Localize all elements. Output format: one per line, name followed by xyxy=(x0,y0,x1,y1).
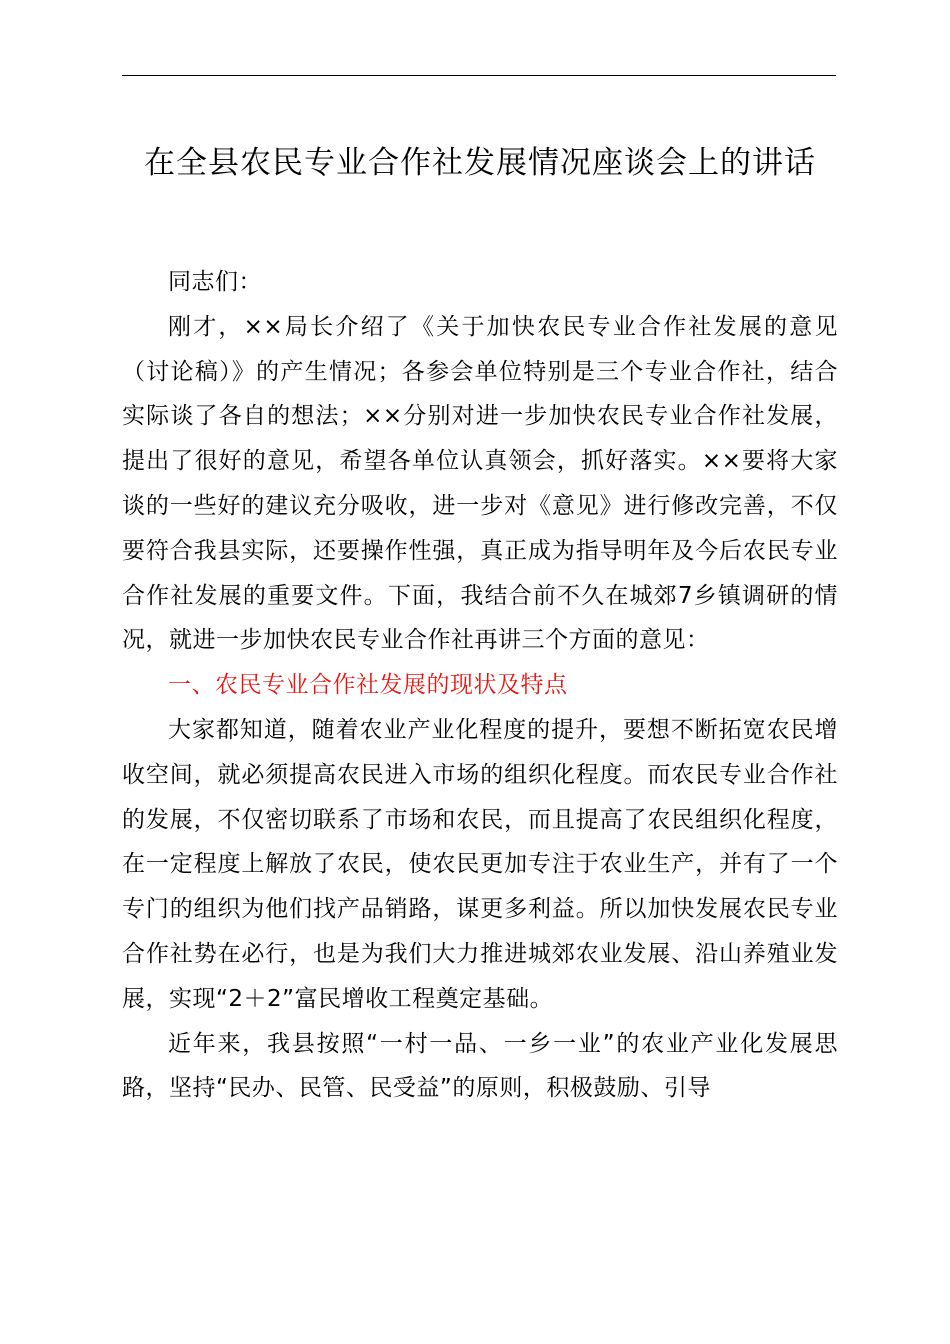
document-body xyxy=(122,260,838,1111)
paragraph: 刚才，××局长介绍了《关于加快农民专业合作社发展的意见（讨论稿）》的产生情况；各参会单位特别是三个专业合作社，结合实际谈了各自的想法；××分别对进一步加快农民专业合作社发展，提出了很好的意见，希望各单位认真领会，抓好落实。××要将大家谈的一些好的建议充分吸收，进一步对《意见》进行修改完善，不仅要符合我县实际，还要操作性强，真正成为指导明年及今后农民专业合作社发展的重要文件。下面，我结合前不久在城郊7乡镇调研的情况，就进一步加快农民专业合作社再讲三个方面的意见： xyxy=(122,313,838,654)
salutation: 同志们： xyxy=(168,269,262,295)
section-heading: 一、农民专业合作社发展的现状及特点 xyxy=(168,672,568,699)
paragraph: 大家都知道，随着农业产业化程度的提升，要想不断拓宽农民增收空间，就必须提高农民进入市场的组织化程度。而农民专业合作社的发展，不仅密切联系了市场和农民，而且提高了农民组织化程度，在一定程度上解放了农民，使农民更加专注于农业生产，并有了一个专门的组织为他们找产品销路，谋更多利益。所以加快发展农民专业合作社势在必行，也是为我们大力推进城郊农业发展、沿山养殖业发展，实现“2＋2”富民增收工程奠定基础。 xyxy=(122,716,838,1012)
paragraph: 近年来，我县按照“一村一品、一乡一业”的农业产业化发展思路，坚持“民办、民管、民受益”的原则，积极鼓励、引导 xyxy=(122,1030,838,1102)
header-rule xyxy=(122,75,836,76)
document-title: 在全县农民专业合作社发展情况座谈会上的讲话 xyxy=(144,145,816,181)
